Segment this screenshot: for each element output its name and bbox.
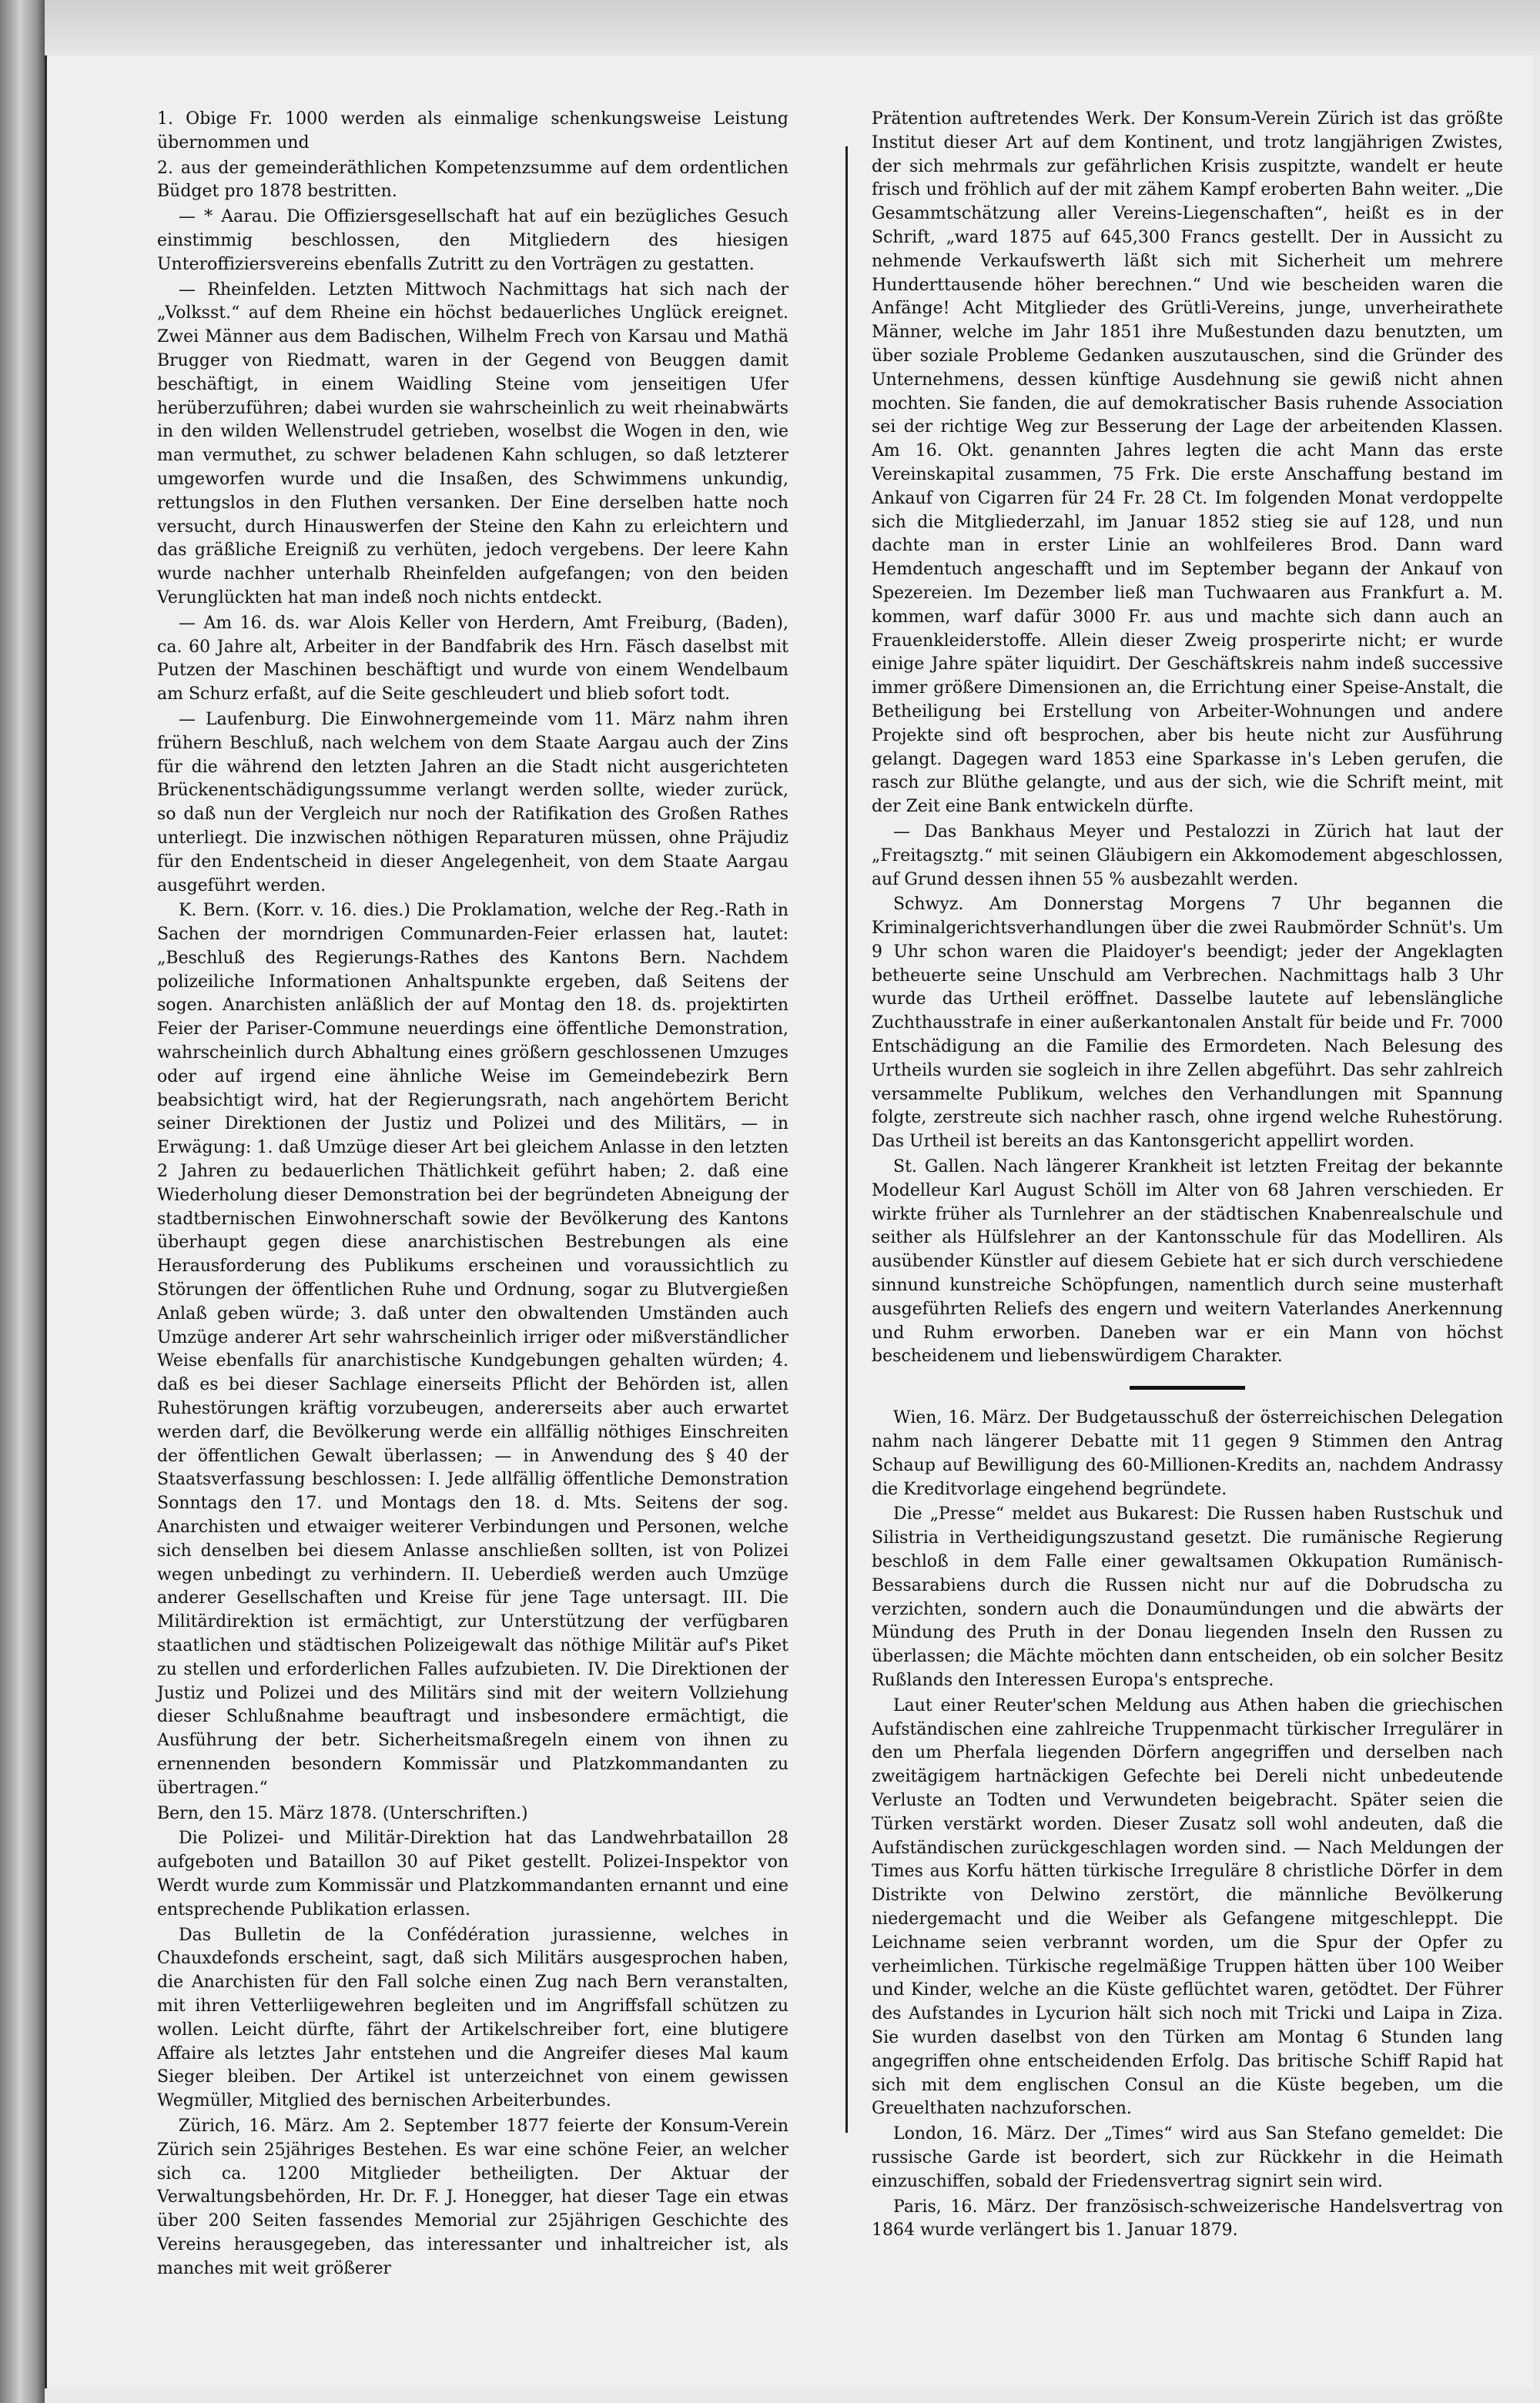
news-item-bern: K. Bern. (Korr. v. 16. dies.) Die Proklamation, welche der Reg.-Rath in Sachen der morndrigen Communarden-Feier erlassen hat, lautet: „Beschluß des Regierungs-Rathes des Kantons Bern. Nachdem polizeiliche Informationen Anhaltspunkte ergeben, daß Seitens der sogen. Anarchisten anläßlich der auf Montag den 18. ds. projektirten Feier der Pariser-Commune neuerdings eine öffentliche Demonstration, wahrscheinlich durch Abhaltung eines größern geschlossenen Umzuges oder auf irgend eine ähnliche Weise im Gemeindebezirk Bern beabsichtigt wird, hat der Regierungsrath, nach angehörtem Bericht seiner Direktionen der Justiz und Polizei und des Militärs, — in Erwägung: 1. daß Umzüge dieser Art bei gleichem Anlasse in den letzten 2 Jahren zu bedauerlichen Thätlichkeit geführt haben; 2. daß eine Wiederholung dieser Demonstration bei der begründeten Abneigung der stadtbernischen Einwohnerschaft sowie der Bevölkerung des Kantons überhaupt gegen diese anarchistischen Bestrebungen als eine Herausforderung des Publikums erscheinen und voraussichtlich zu Störungen der öffentlichen Ruhe und Ordnung, sogar zu Blutvergießen Anlaß geben würde; 3. daß unter den obwaltenden Umständen auch Umzüge anderer Art sehr wahrscheinlich irriger oder mißverständlicher Weise ebenfalls für anarchistische Kundgebungen gehalten würden; 4. daß es bei dieser Sachlage einerseits Pflicht der Behörden ist, allen Ruhestörungen kräftig vorzubeugen, andererseits aber auch erwartet werden darf, die Bevölkerung werde ein allfällig nöthiges Einschreiten der öffentlichen Gewalt überlassen; — in Anwendung des § 40 der Staatsverfassung beschlossen: I. Jede allfällig öffentliche Demonstration Sonntags den 17. und Montags den 18. d. Mts. Seitens der sog. Anarchisten und etwaiger weiterer Verbindungen und Personen, welche sich denselben bei diesem Anlasse anschließen sollten, ist von Polizei wegen unbedingt zu verhindern. II. Ueberdieß werden auch Umzüge anderer Gesellschaften und Kreise für jene Tage untersagt. III. Die Militärdirektion ist ermächtigt, zur Unterstützung der verfügbaren staatlichen und städtischen Polizeigewalt das nöthige Militär auf's Piket zu stellen und erforderlichen Falles aufzubieten. IV. Die Direktionen der Justiz und Polizei und des Militärs sind mit der weitern Vollziehung dieser Schlußnahme beauftragt und insbesondere ermächtigt, die Ausführung der betr. Sicherheitsmaßregeln einem von ihnen zu ernennenden besondern Kommissär und Platzkommandanten zu übertragen.“ [157, 901, 788, 1798]
left-column [157, 108, 788, 2278]
right-column [872, 108, 1503, 2241]
news-item-rheinfelden: — Rheinfelden. Letzten Mittwoch Nachmittags hat sich nach der „Volksst.“ auf dem Rheine ein höchst bedauerliches Unglück ereignet. Zwei Männer aus dem Badischen, Wilhelm Frech von Karsau und Mathä Brugger von Riedmatt, waren in der Gegend von Beuggen damit beschäftigt, in einem Waidling Steine vom jenseitigen Ufer herüberzuführen; dabei wurden sie wahrscheinlich zu weit rheinabwärts in den wilden Wellenstrudel getrieben, woselbst die Wogen in den, wie man vermuthet, zu schwer beladenen Kahn schlugen, so daß letzterer umgeworfen wurde und die Insaßen, des Schwimmens unkundig, rettungslos in den Fluthen versanken. Der Eine derselben hatte noch versucht, durch Hinauswerfen der Steine den Kahn zu erleichtern und das gräßliche Ereigniß zu verhüten, jedoch vergebens. Der leere Kahn wurde nachher unterhalb Rheinfelden aufgefangen; von den beiden Verunglückten hat man indeß noch nichts entdeckt. [157, 279, 788, 607]
column-divider [845, 146, 848, 2133]
news-item-rheinfelden-2: — Am 16. ds. war Alois Keller von Herdern, Amt Freiburg, (Baden), ca. 60 Jahre alt, Arbeiter in der Bandfabrik des Hrn. Fäsch daselbst mit Putzen der Maschinen beschäftigt und wurde von einem Wendelbaum am Schurz erfaßt, auf die Seite geschleudert und blieb sofort todt. [157, 613, 788, 705]
paragraph: Prätention auftretendes Werk. Der Konsum-Verein Zürich ist das größte Institut dieser Art auf dem Kontinent, und trotz langjährigen Zwistes, der sich mehrmals zur gefährlichen Krisis zuspitzte, wandelt er heute frisch und fröhlich auf der mit zähem Kampf eroberten Bahn weiter. „Die Gesammtschätzung aller Vereins-Liegenschaften“, heißt es in der Schrift, „ward 1875 auf 645,300 Francs gestellt. Der in Aussicht zu nehmende Verkaufswerth läßt sich mit Sicherheit um mehrere Hunderttausende höher berechnen.“ Und wie bescheiden waren die Anfänge! Acht Mitglieder des Grütli-Vereins, junge, unverheirathete Männer, welche im Jahr 1851 ihre Mußestunden dazu benutzten, um über soziale Probleme Gedanken auszutauschen, sind die Gründer des Unternehmens, dessen künftige Ausdehnung sie gewiß nicht ahnen mochten. Sie fanden, die auf demokratischer Basis ruhende Association sei der richtige Weg zur Besserung der Lage der arbeitenden Klassen. Am 16. Okt. genannten Jahres legten die acht Mann das erste Vereinskapital zusammen, 75 Frk. Die erste Anschaffung bestand im Ankauf von Cigarren für 24 Fr. 28 Ct. Im folgenden Monat verdoppelte sich die Mitgliederzahl, im Januar 1852 stieg sie auf 128, und nun dachte man in erster Linie an wohlfeileres Brod. Dann ward Hemdentuch angeschafft und im September begann der Ankauf von Spezereien. Im Dezember ließ man Tuchwaaren aus Frankfurt a. M. kommen, warf dafür 3000 Fr. aus und machte sich dann auch an Frauenkleiderstoffe. Allein dieser Zweig prosperirte nicht; er wurde einige Jahre später liquidirt. Der Geschäftskreis nahm indeß successive immer größere Dimensionen an, die Errichtung einer Speise-Anstalt, die Betheiligung bei Erstellung von Arbeiter-Wohnungen und andere Projekte sind oft besprochen, aber bis heute nicht zur Ausführung gelangt. Dagegen ward 1853 eine Sparkasse in's Leben gerufen, die rasch zur Blüthe gelangte, und aus der sich, wie die Schrift meint, mit der Zeit eine Bank entwickeln dürfte. [872, 109, 1503, 817]
news-item-aarau: — * Aarau. Die Offiziersgesellschaft hat auf ein bezügliches Gesuch einstimmig beschlossen, den Mitgliedern des hiesigen Unteroffiziersvereins ebenfalls Zutritt zu den Vorträgen zu gestatten. [157, 207, 788, 274]
news-item-athen: Laut einer Reuter'schen Meldung aus Athen haben die griechischen Aufständischen eine zahlreiche Truppenmacht türkischer Irregulärer in den um Pherfala liegenden Dörfern angegriffen und derselben nach zweitägigem hartnäckigen Gefechte bei Dereli nicht unbedeutende Verluste an Todten und Verwundeten beigebracht. Später seien die Türken verstärkt worden. Dieser Zusatz soll wohl andeuten, daß die Aufständischen zurückgeschlagen worden sind. — Nach Meldungen der Times aus Korfu hätten türkische Irreguläre 8 christliche Dörfer in dem Distrikte von Delwino zerstört, die männliche Bevölkerung niedergemacht und die Weiber als Gefangene mitgeschleppt. Die Leichname seien verbrannt worden, um die Spur der Opfer zu verheimlichen. Türkische regelmäßige Truppen hätten über 100 Weiber und Kinder, welche an die Küste geflüchtet waren, getödtet. Der Führer des Aufstandes in Lycurion hält sich noch mit Tricki und Laipa in Ziza. Sie wurden daselbst von den Türken am Montag 6 Stunden lang angegriffen ohne entscheidenden Erfolg. Das britische Schiff Rapid hat sich mit dem englischen Consul an die Küste begeben, um die Greuelthaten nachzuforschen. [872, 1695, 1503, 2119]
news-item-st-gallen: St. Gallen. Nach längerer Krankheit ist letzten Freitag der bekannte Modelleur Karl August Schöll im Alter von 68 Jahren verschieden. Er wirkte früher als Turnlehrer an der städtischen Knabenrealschule und seither als Hülfslehrer an der Kantonsschule für das Modelliren. Als ausübender Künstler auf diesem Gebiete hat er sich durch verschiedene sinnund kunstreiche Schöpfungen, namentlich durch seine musterhaft ausgeführten Reliefs des engern und weitern Vaterlandes Anerkennung und Ruhm erworben. Daneben war er ein Mann von höchst bescheidenem und liebenswürdigem Charakter. [872, 1157, 1503, 1367]
news-item-schwyz: Schwyz. Am Donnerstag Morgens 7 Uhr begannen die Kriminalgerichtsverhandlungen über die zwei Raubmörder Schnüt's. Um 9 Uhr schon waren die Plaidoyer's beendigt; jeder der Angeklagten betheuerte seine Unschuld am Verbrechen. Nachmittags halb 3 Uhr wurde das Urtheil eröffnet. Dasselbe lautete auf lebenslängliche Zuchthausstrafe in einer außerkantonalen Anstalt für beide und Fr. 7000 Entschädigung an die Familie des Ermordeten. Nach Belesung des Urtheils wurden sie sogleich in ihre Zellen abgeführt. Das sehr zahlreich versammelte Publikum, welches den Verhandlungen mit Spannung folgte, zerstreute sich nachher rasch, ohne irgend welche Ruhestörung. Das Urtheil ist bereits an das Kantonsgericht appellirt worden. [872, 895, 1503, 1152]
news-item-zuerich: Zürich, 16. März. Am 2. September 1877 feierte der Konsum-Verein Zürich sein 25jähriges Bestehen. Es war eine schöne Feier, an welcher sich ca. 1200 Mitglieder betheiligten. Der Aktuar der Verwaltungsbehörden, Hr. Dr. F. J. Honegger, hat dieser Tage ein etwas über 200 Seiten fassendes Memorial zur 25jährigen Geschichte des Vereins herausgegeben, das interessanter und inhaltreicher ist, als manches mit weit größerer [157, 2116, 788, 2278]
news-item-london: London, 16. März. Der „Times“ wird aus San Stefano gemeldet: Die russische Garde ist beordert, sich zur Rückkehr in die Heimath einzuschiffen, sobald der Friedensvertrag signirt sein wird. [872, 2124, 1503, 2191]
news-item-laufenburg: — Laufenburg. Die Einwohnergemeinde vom 11. März nahm ihren frühern Beschluß, nach welchem von dem Staate Aargau auch der Zins für die während den letzten Jahren an die Stadt nicht ausgerichteten Brückenentschädigungssumme verlangt werden sollte, wieder zurück, so daß nun der Vergleich nur noch der Ratifikation des Großen Rathes unterliegt. Die inzwischen nöthigen Reparaturen müssen, ohne Präjudiz für den Endentscheid in dieser Angelegenheit, von dem Staate Aargau ausgeführt werden. [157, 709, 788, 895]
news-item-bern-3: Das Bulletin de la Confédération jurassienne, welches in Chauxdefonds erscheint, sagt, daß sich Militärs ausgesprochen haben, die Anarchisten für den Fall solche einen Zug nach Bern veranstalten, mit ihren Vetterliigewehren begleiten und im Angriffsfall schützen zu wollen. Leicht dürfte, fährt der Artikelschreiber fort, eine blutigere Affaire als letztes Jahr entstehen und die Angreifer dieses Mal kaum Sieger bleiben. Der Artikel ist unterzeichnet von einem gewissen Wegmüller, Mitglied des bernischen Arbeiterbundes. [157, 1925, 788, 2111]
signature-line: Bern, den 15. März 1878. (Unterschriften.) [157, 1803, 528, 1823]
news-item-presse: Die „Presse“ meldet aus Bukarest: Die Russen haben Rustschuk und Silistria in Vertheidigungszustand gesetzt. Die rumänische Regierung beschloß in dem Falle einer gewaltsamen Okkupation Rumänisch-Bessarabiens durch die Russen nicht nur auf die Dobrudscha zu verzichten, sondern auch die Donaumündungen und die abwärts der Mündung des Pruth in der Donau liegenden Inseln den Russen zu überlassen; die Mächte möchten dann entscheiden, ob ein solcher Besitz Rußlands den Interessen Europa's entspreche. [872, 1504, 1503, 1690]
page-top-shadow [45, 0, 1540, 55]
news-item-bern-2: Die Polizei- und Militär-Direktion hat das Landwehrbataillon 28 aufgeboten und Bataillon 30 auf Piket gestellt. Polizei-Inspektor von Werdt wurde zum Kommissär und Platzkommandanten ernannt und eine entsprechende Publikation erlassen. [157, 1829, 788, 1919]
paragraph: 2. aus der gemeinderäthlichen Kompetenzsumme auf dem ordentlichen Büdget pro 1878 bestritten. [157, 158, 788, 202]
news-item-paris: Paris, 16. März. Der französisch-schweizerische Handelsvertrag von 1864 wurde verlängert bis 1. Januar 1879. [872, 2197, 1503, 2241]
paragraph: 1. Obige Fr. 1000 werden als einmalige schenkungsweise Leistung übernommen und [157, 109, 788, 152]
book-binding [0, 0, 45, 2403]
news-item-bankhaus: — Das Bankhaus Meyer und Pestalozzi in Zürich hat laut der „Freitagsztg.“ mit seinen Gläubigern ein Akkomodement abgeschlossen, auf Grund dessen ihnen 55 % ausbezahlt werden. [872, 822, 1503, 889]
section-rule [1130, 1386, 1245, 1390]
news-item-wien: Wien, 16. März. Der Budgetausschuß der österreichischen Delegation nahm nach längerer Debatte mit 11 gegen 9 Stimmen den Antrag Schaup auf Bewilligung des 60-Millionen-Kredits an, nachdem Andrassy die Kreditvorlage eingehend begründete. [872, 1408, 1503, 1499]
